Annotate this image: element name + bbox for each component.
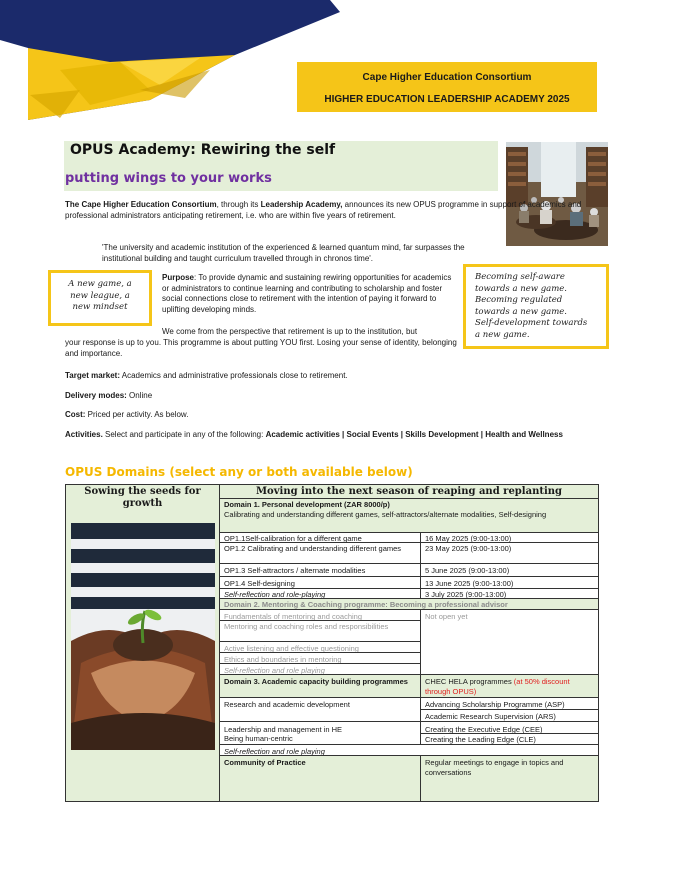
cost-value: Priced per activity. As below. xyxy=(85,410,189,419)
activities-list: Academic activities | Social Events | Skills Development | Health and Wellness xyxy=(265,430,563,439)
cost-label: Cost: xyxy=(65,410,86,419)
intro-text-1: , through its xyxy=(216,200,261,209)
callout-left-line: A new game, a xyxy=(68,279,132,289)
perspective-line-1: We come from the perspective that retirement is up to the institution, but xyxy=(162,327,418,336)
header-program: HIGHER EDUCATION LEADERSHIP ACADEMY 2025 xyxy=(324,94,570,105)
callout-right-line: Becoming self-aware xyxy=(475,272,565,282)
callout-right-line: Self-development towards xyxy=(475,318,588,328)
domain-2-activity: Ethics and boundaries in mentoring xyxy=(219,652,421,664)
domain-2-status: Not open yet xyxy=(420,609,599,675)
intro-paragraph xyxy=(65,199,611,221)
page-subtitle: putting wings to your works xyxy=(65,171,272,186)
perspective-line-2: your response is up to you. This programme is about putting YOU first. Losing your sense of identity, belonging and importance. xyxy=(65,338,457,358)
callout-left-line: new league, a xyxy=(70,290,130,301)
domain-1-activity: Self-reflection and role-playing xyxy=(219,588,421,599)
purpose-text: : To provide dynamic and sustaining rewiring opportunities for academics or administrators to continue learning and contributing to scholarship and foster social connections close to retirement with the intention of paying it forward to uplifting developing minds. xyxy=(162,273,452,314)
domain-2-activity: Active listening and effective questioning xyxy=(219,641,421,653)
domain-3-program: Academic Research Supervision (ARS) xyxy=(420,709,599,722)
purpose-label: Purpose xyxy=(162,273,195,282)
domain-3-chec-label: CHEC HELA programmes xyxy=(425,677,514,686)
domains-table xyxy=(65,484,599,802)
page-title: OPUS Academy: Rewiring the self xyxy=(70,142,336,158)
domain-1-date: 23 May 2025 (9:00-13:00) xyxy=(420,542,599,564)
domain-2-activity: Self-reflection and role playing xyxy=(219,663,421,675)
delivery-modes xyxy=(65,390,152,401)
quote: 'The university and academic institution of the experienced & learned quantum mind, far surpasses the institutional building and taught curriculum travelled through in chronos time'. xyxy=(102,243,465,263)
intro-text-2: announces its new OPUS programme in support of academics and professional administrators anticipating retirement, i.e. who are within five years of retirement. xyxy=(65,200,582,220)
domain-2-activity: Mentoring and coaching roles and responsibilities xyxy=(219,620,421,642)
activities xyxy=(65,429,613,440)
domain-3-title: Domain 3. Academic capacity building programmes xyxy=(219,674,421,698)
activities-label: Activities. xyxy=(65,430,103,439)
seedling-hands-photo xyxy=(71,523,215,750)
cop-title: Community of Practice xyxy=(219,755,421,802)
callout-right-line: a new game. xyxy=(475,329,530,340)
target-market xyxy=(65,370,348,381)
domain-1-activity: OP1.1Self-calibration for a different game xyxy=(219,532,421,543)
domain-2-activity: Fundamentals of mentoring and coaching xyxy=(219,609,421,621)
domain-3-chec xyxy=(420,674,599,698)
domain-1-activity: OP1.4 Self-designing xyxy=(219,576,421,589)
domain-1-date: 16 May 2025 (9:00-13:00) xyxy=(420,532,599,543)
domain-3-program: Creating the Executive Edge (CEE) xyxy=(420,721,599,734)
domain-3-activity: Research and academic development xyxy=(219,697,421,722)
domains-heading: OPUS Domains (select any or both available below) xyxy=(65,465,413,479)
activities-value: Select and participate in any of the following: xyxy=(102,430,266,439)
header-banner xyxy=(297,62,597,112)
intro-org: The Cape Higher Education Consortium xyxy=(65,200,217,209)
domain-1-block xyxy=(219,498,599,533)
domain-3-reflection: Self-reflection and role playing xyxy=(219,744,599,756)
library-photo xyxy=(506,142,608,246)
intro-academy: Leadership Academy, xyxy=(260,200,343,209)
right-header: Moving into the next season of reaping and replanting xyxy=(219,484,599,499)
target-value: Academics and administrative professionals close to retirement. xyxy=(119,371,348,380)
domain-1-date: 13 June 2025 (9:00-13:00) xyxy=(420,576,599,589)
left-header: Sowing the seeds for growth xyxy=(65,484,220,802)
callout-new-game xyxy=(48,270,152,326)
domain-1-description: Calibrating and understanding different games, self-attractors/alternate modalities, Self-designing xyxy=(224,509,547,519)
cost xyxy=(65,409,188,420)
domain-1-date: 3 July 2025 (9:00-13:00) xyxy=(420,588,599,599)
purpose-paragraph xyxy=(162,273,456,315)
domain-3-activity: Being human-centric xyxy=(219,733,421,745)
target-label: Target market: xyxy=(65,371,120,380)
delivery-label: Delivery modes: xyxy=(65,391,127,400)
domain-2-title: Domain 2. Mentoring & Coaching programme: Becoming a professional advisor xyxy=(219,598,599,610)
domain-3-program: Creating the Leading Edge (CLE) xyxy=(420,733,599,745)
callout-right-line: towards a new game. xyxy=(475,283,567,294)
delivery-value: Online xyxy=(126,391,153,400)
header-org: Cape Higher Education Consortium xyxy=(362,72,532,83)
callout-left-line: new mindset xyxy=(72,302,128,312)
domain-3-discount: (at 50% discount through OPUS) xyxy=(425,677,570,696)
domain-1-date: 5 June 2025 (9:00-13:00) xyxy=(420,563,599,577)
domain-1-title: Domain 1. Personal development (ZAR 8000/p) xyxy=(224,500,390,509)
domain-1-activity: OP1.2 Calibrating and understanding different games xyxy=(219,542,421,564)
domain-1-activity: OP1.3 Self-attractors / alternate modalities xyxy=(219,563,421,577)
cop-description: Regular meetings to engage in topics and conversations xyxy=(420,755,599,802)
callout-right-line: Becoming regulated xyxy=(475,295,563,305)
domain-3-program: Advancing Scholarship Programme (ASP) xyxy=(420,697,599,710)
callout-self-aware xyxy=(463,264,609,349)
domain-3-activity: Leadership and management in HE xyxy=(219,721,421,734)
callout-right-line: towards a new game. xyxy=(475,306,567,317)
